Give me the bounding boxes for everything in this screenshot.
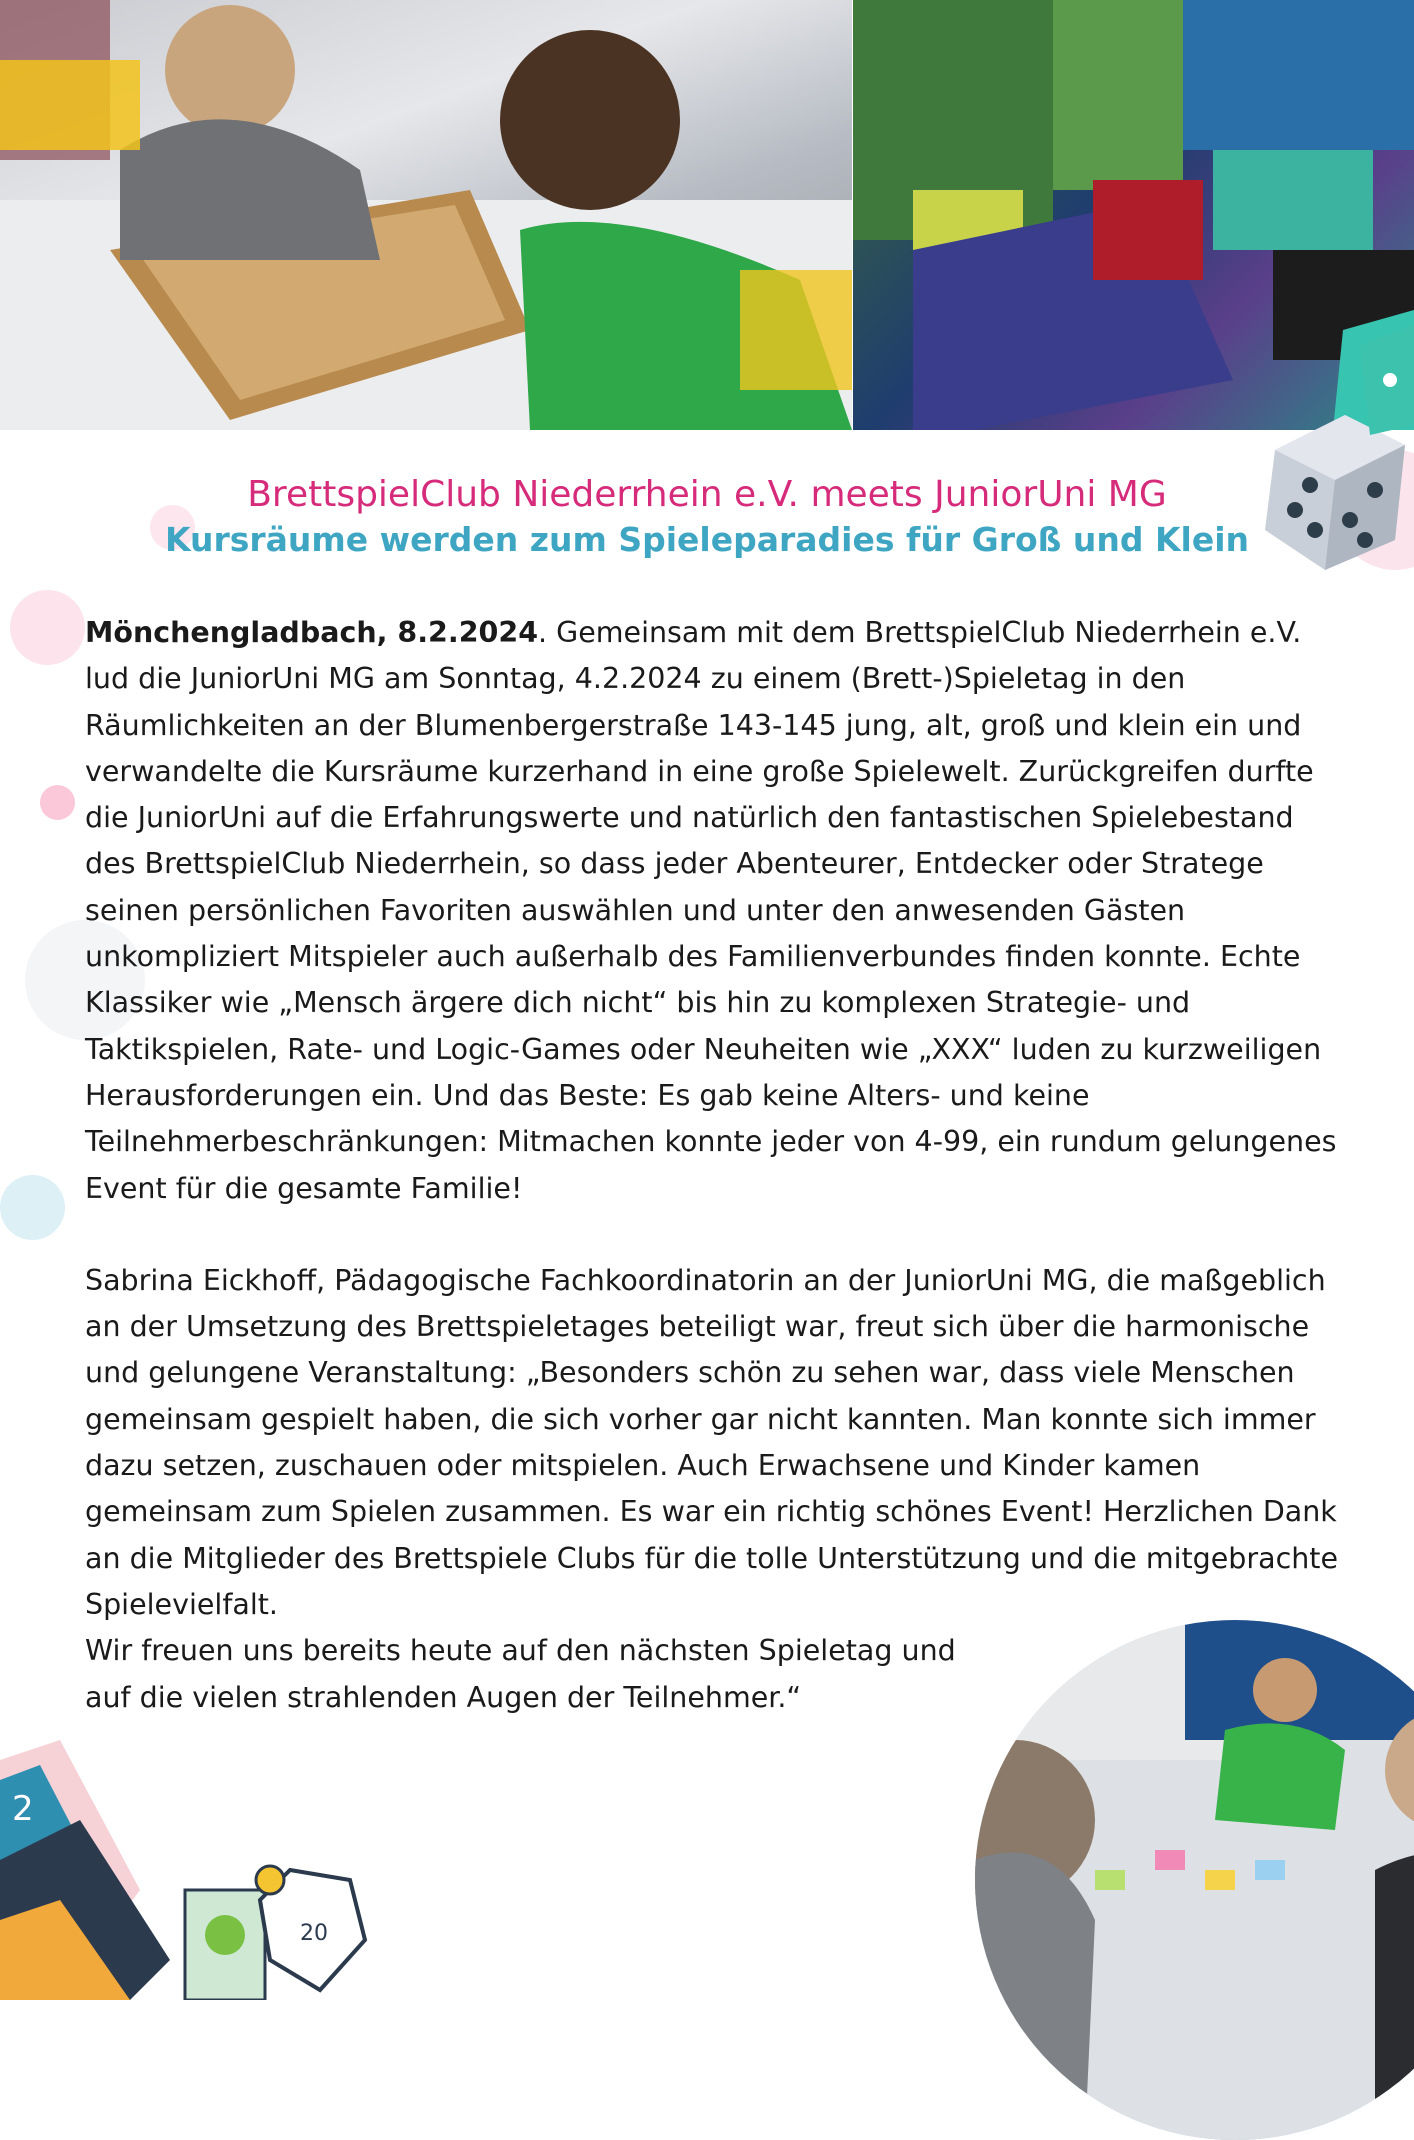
photo-board-game-boxes [853, 0, 1414, 430]
paragraph-2 [85, 1258, 1345, 1721]
page-title: BrettspielClub Niederrhein e.V. meets JuniorUni MG [247, 474, 1167, 515]
heading-block [0, 472, 1414, 562]
paragraph-1 [85, 610, 1345, 1212]
article-body [85, 610, 1345, 1721]
paragraph-2-line-a: Wir freuen uns bereits heute auf den nächsten Spieletag und [85, 1634, 956, 1668]
page-subtitle: Kursräume werden zum Spieleparadies für Groß und Klein [164, 520, 1250, 559]
paragraph-2-line-b: auf die vielen strahlenden Augen der Teilnehmer.“ [85, 1680, 802, 1714]
svg-text:2: 2 [12, 1789, 34, 1829]
teal-dice-icon [1350, 325, 1414, 435]
photo-children-playing-chess [0, 0, 852, 430]
dateline: Mönchengladbach, 8.2.2024 [85, 616, 539, 649]
decor-bubble [0, 1175, 65, 1240]
paragraph-1-text: . Gemeinsam mit dem BrettspielClub Niederrhein e.V. lud die JuniorUni MG am Sonntag, 4.2.2024 zu einem (Brett-)Spieletag in den Räumlichkeiten an der Blumenbergerstraße 143-145 jung, alt, groß und klein ein und verwandelte die Kursräume kurzerhand in eine große Spielewelt. Zurückgreifen durfte die JuniorUni auf die Erfahrungswerte und natürlich den fantastischen Spielebestand des BrettspielClub Niederrhein, so dass jeder Abenteurer, Entdecker oder Stratege seinen persönlichen Favoriten auswählen und unter den anwesenden Gästen unkompliziert Mitspieler auch außerhalb des Familienverbundes finden konnte. Echte Klassiker wie „Mensch ärgere dich nicht“ bis hin zu komplexen Strategie- und Taktikspielen, Rate- und Logic-Games oder Neuheiten wie „XXX“ luden zu kurzweiligen Herausforderungen ein. Und das Beste: Es gab keine Alters- und keine Teilnehmerbeschränkungen: Mitmachen konnte jeder von 4-99, ein rundum gelungenes Event für die gesamte Familie! [85, 616, 1337, 1205]
svg-text:20: 20 [300, 1921, 328, 1946]
paragraph-2-text: Sabrina Eickhoff, Pädagogische Fachkoordinatorin an der JuniorUni MG, die maßgeblich an der Umsetzung des Brettspieletages beteiligt war, freut sich über die harmonische und gelungene Veranstaltung: „Besonders schön zu sehen war, dass viele Menschen gemeinsam gespielt haben, die sich vorher gar nicht kannten. Man konnte sich immer dazu setzen, zuschauen oder mitspielen. Auch Erwachsene und Kinder kamen gemeinsam zum Spielen zusammen. Es war ein richtig schönes Event! Herzlichen Dank an die Mitglieder des Brettspiele Clubs für die tolle Unterstützung und die mitgebrachte Spielevielfalt. [85, 1263, 1339, 1621]
cards-and-dice-decoration [0, 1740, 380, 2000]
decor-bubble [40, 785, 75, 820]
decor-bubble [10, 590, 85, 665]
